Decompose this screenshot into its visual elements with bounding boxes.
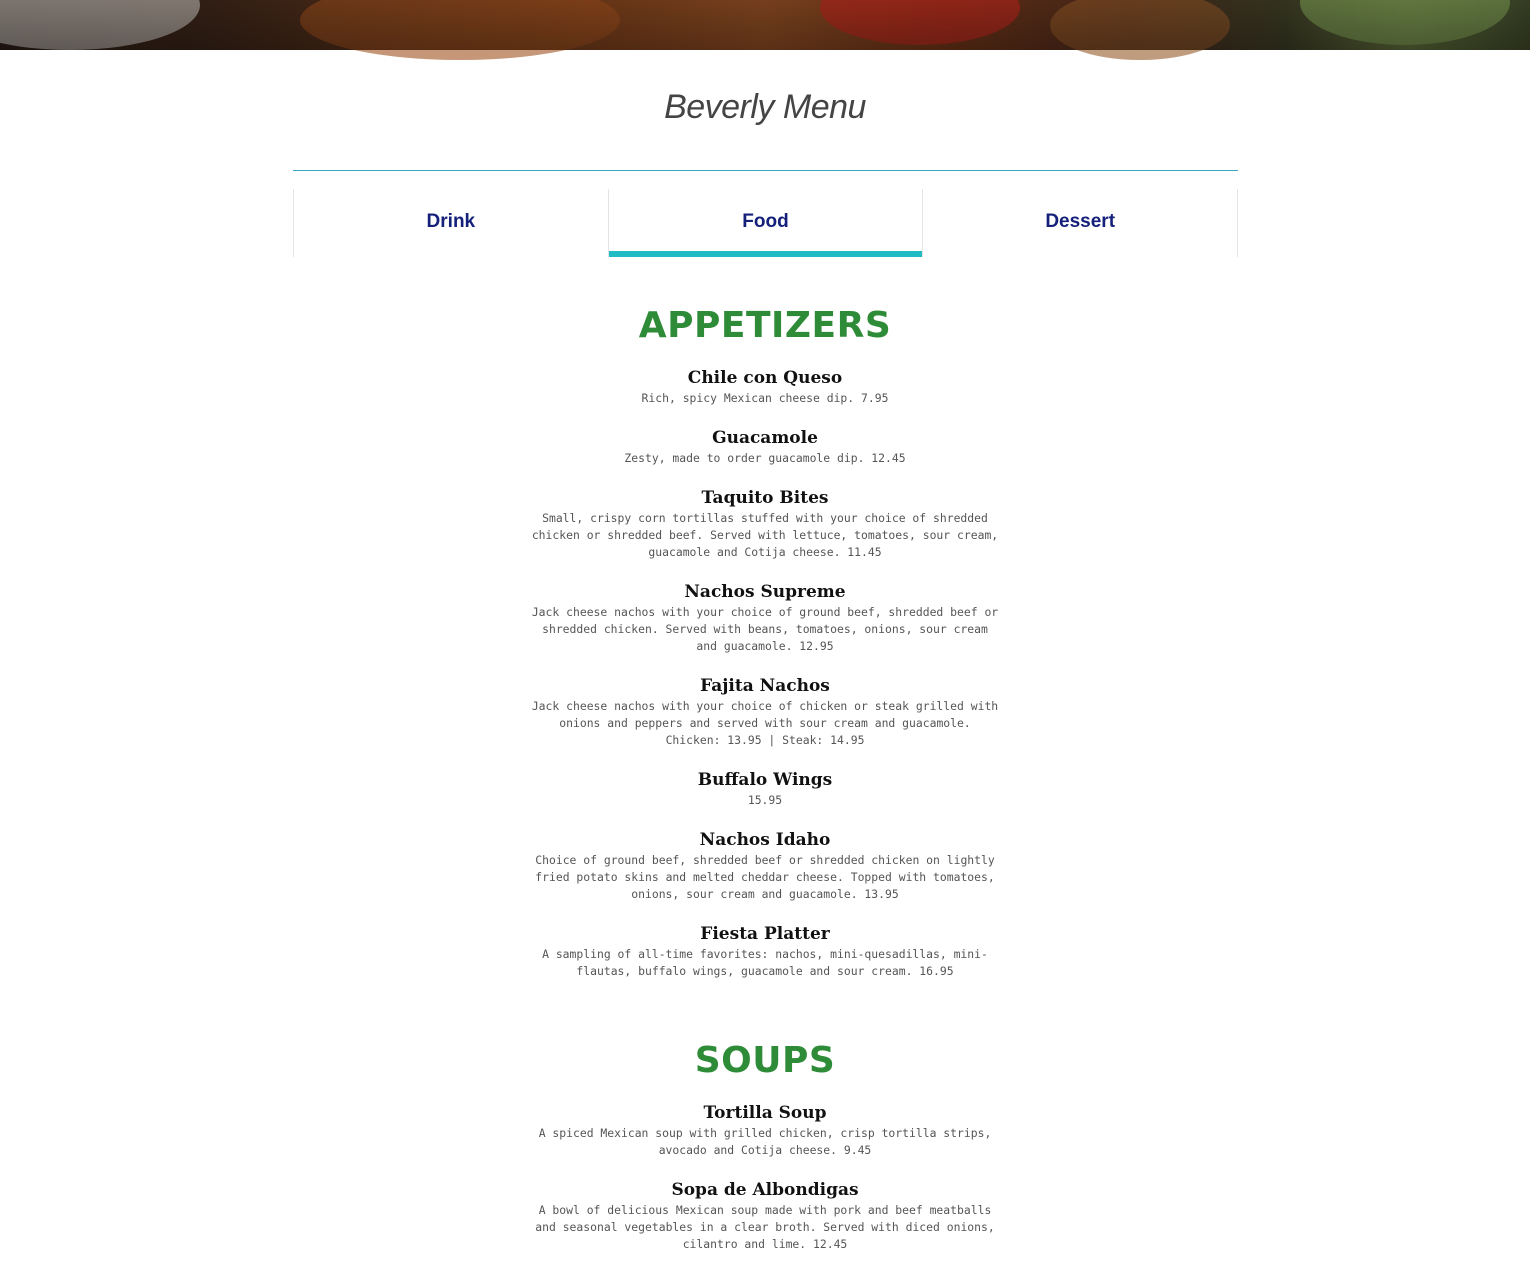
menu-item-name: Guacamole — [712, 428, 818, 448]
menu-item — [0, 426, 1530, 467]
menu-item-name: Buffalo Wings — [697, 770, 833, 790]
menu-item — [0, 486, 1530, 561]
menu-item — [0, 580, 1530, 655]
page-title: Beverly Menu — [664, 88, 866, 126]
menu-item — [0, 1178, 1530, 1253]
menu-item — [0, 674, 1530, 749]
menu-item-description: Zesty, made to order guacamole dip. 12.45 — [624, 451, 906, 465]
tab-food[interactable]: Food — [608, 189, 923, 257]
section-title: APPETIZERS — [638, 305, 892, 346]
menu-item-name: Nachos Supreme — [684, 582, 846, 602]
menu-item-description: 15.95 — [747, 793, 783, 807]
tab-dessert[interactable]: Dessert — [922, 189, 1238, 257]
menu-item-name: Nachos Idaho — [699, 830, 831, 850]
menu-item-description: A bowl of delicious Mexican soup made with pork and beef meatballs and seasonal vegetables in a clear broth. Served with diced onions, cilantro and lime. 12.45 — [535, 1203, 995, 1251]
menu-item-description: Jack cheese nachos with your choice of ground beef, shredded beef or shredded chicken. Served with beans, tomatoes, onions, sour cream and guacamole. 12.95 — [531, 605, 999, 653]
menu-section-appetizers — [0, 300, 1530, 980]
menu-item — [0, 366, 1530, 407]
tab-drink[interactable]: Drink — [293, 189, 608, 257]
menu-item-description: Rich, spicy Mexican cheese dip. 7.95 — [641, 391, 889, 405]
menu-item — [0, 828, 1530, 903]
menu-tabs — [293, 189, 1238, 257]
menu-item-name: Chile con Queso — [687, 368, 843, 388]
menu-item-list — [0, 366, 1530, 980]
menu-item-name: Sopa de Albondigas — [671, 1180, 859, 1200]
section-title: SOUPS — [694, 1040, 836, 1081]
hero-food-image — [0, 0, 1530, 50]
menu-item — [0, 768, 1530, 809]
menu-content — [0, 300, 1530, 1272]
menu-item-description: Jack cheese nachos with your choice of chicken or steak grilled with onions and peppers and served with sour cream and guacamole. Chicken: 13.95 | Steak: 14.95 — [531, 699, 999, 747]
section-spacer — [0, 999, 1530, 1035]
menu-item-name: Fajita Nachos — [700, 676, 830, 696]
tabs-divider — [293, 170, 1238, 171]
menu-item-list — [0, 1101, 1530, 1253]
menu-item-name: Fiesta Platter — [700, 924, 830, 944]
menu-item-name: Taquito Bites — [701, 488, 829, 508]
menu-item-description: Small, crispy corn tortillas stuffed with your choice of shredded chicken or shredded beef. Served with lettuce, tomatoes, sour cream, guacamole and Cotija cheese. 11.45 — [531, 511, 999, 559]
menu-item — [0, 1101, 1530, 1159]
menu-item-description: A sampling of all-time favorites: nachos, mini-quesadillas, mini-flautas, buffalo wings, guacamole and sour cream. 16.95 — [542, 947, 988, 978]
menu-item-description: A spiced Mexican soup with grilled chicken, crisp tortilla strips, avocado and Cotija cheese. 9.45 — [538, 1126, 992, 1157]
menu-item-name: Tortilla Soup — [703, 1103, 827, 1123]
menu-section-soups — [0, 1035, 1530, 1253]
menu-item — [0, 922, 1530, 980]
menu-item-description: Choice of ground beef, shredded beef or shredded chicken on lightly fried potato skins and melted cheddar cheese. Topped with tomatoes, onions, sour cream and guacamole. 13.95 — [535, 853, 995, 901]
